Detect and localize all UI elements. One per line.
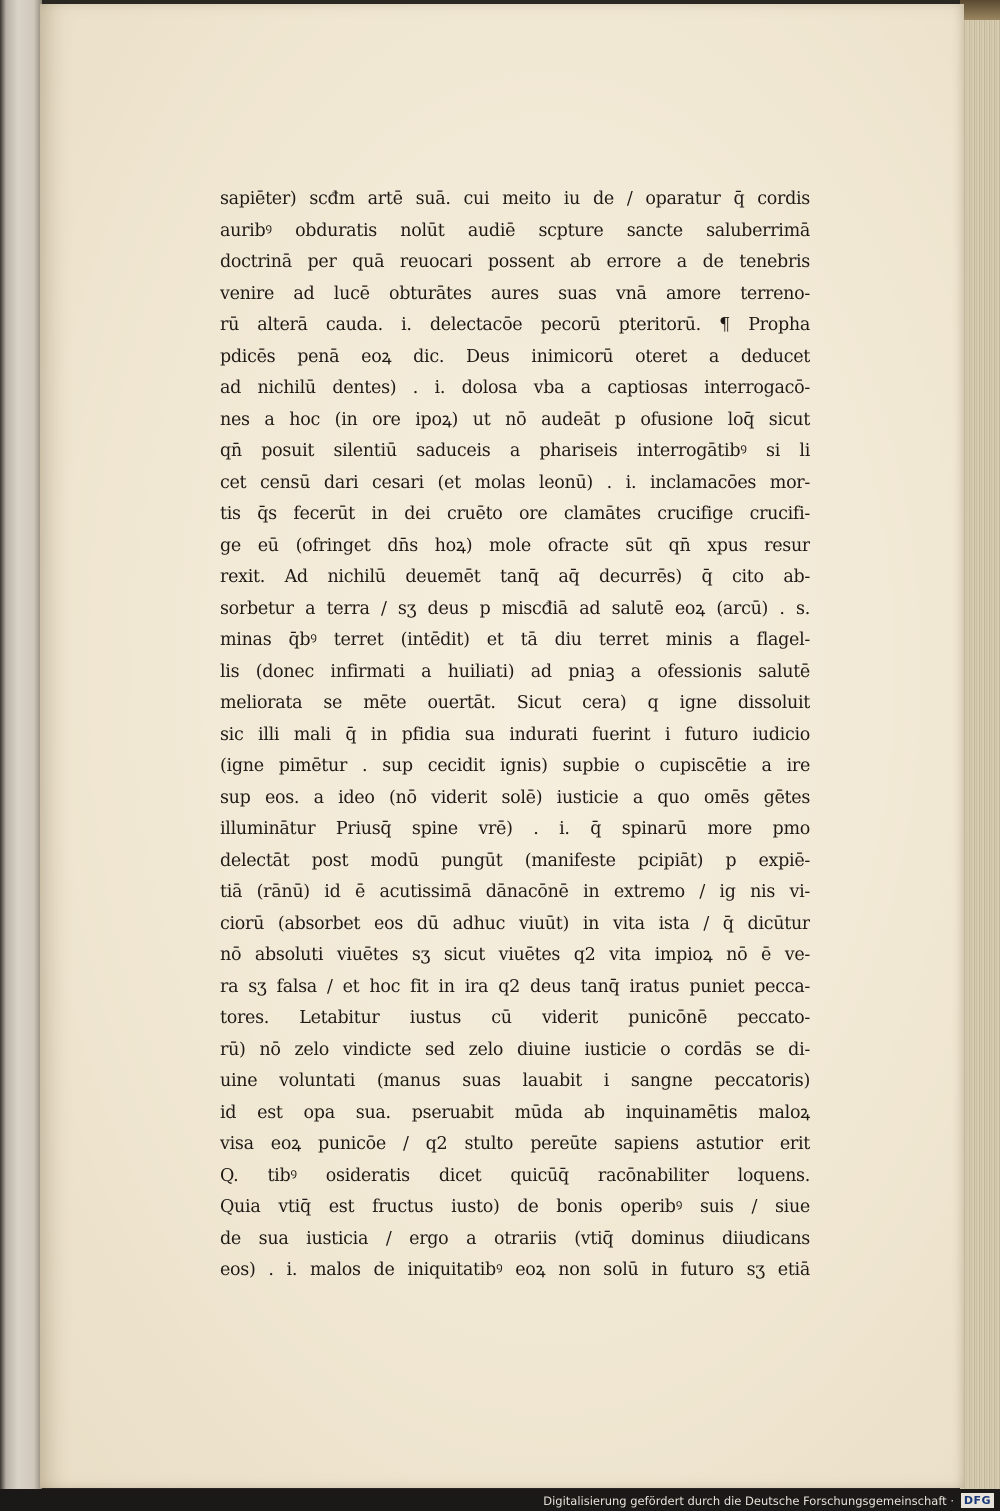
text-line: uine voluntati (manus suas lauabit i sangne peccatoris)	[220, 1071, 810, 1091]
text-line: sorbetur a terra / sʒ deus p miscđiā ad salutē eoꝝ (arcū) . s.	[220, 598, 810, 619]
text-line: lis (donec infirmati a huiliati) ad pniaꝫ a ofessionis salutē	[220, 661, 810, 682]
text-line: meliorata se mēte ouertāt. Sicut cera) q igne dissoluit	[220, 693, 810, 713]
text-line: (igne pimētur . sup cecidit ignis) supbie o cupiscētie a ire	[220, 756, 810, 776]
text-line: sic illi mali q̄ in pfidia sua indurati fuerint i futuro iudicio	[220, 724, 810, 745]
text-line: ge eū (ofringet dn̄s hoꝝ) mole ofracte sūt qn̄ xpus resur	[220, 535, 810, 556]
text-line: sapiēter) scđm artē suā. cui meito iu de / oparatur q̄ cordis	[220, 189, 810, 209]
folio-page	[40, 4, 964, 1488]
text-line: doctrinā per quā reuocari possent ab errore a de tenebris	[220, 252, 810, 272]
text-line: rū alterā cauda. i. delectacōe pecorū pteritorū. ¶ Propha	[220, 315, 810, 335]
text-line: eos) . i. malos de iniquitatibꝰ eoꝝ non solū in futuro sʒ etiā	[220, 1260, 810, 1280]
dfg-logo[interactable]: DFG	[961, 1493, 994, 1508]
text-line: tiā (rānū) id ē acutissimā dānacōnē in extremo / ig nis vi-	[220, 882, 810, 902]
page-edges	[960, 20, 1000, 1490]
text-line: rexit. Ad nichilū deuemēt tanq̄ aq̄ decurrēs) q̄ cito ab-	[220, 567, 810, 587]
text-line: tores. Letabitur iustus cū viderit punicōnē peccato-	[220, 1008, 810, 1028]
text-line: venire ad lucē obturātes aures suas vnā amore terreno-	[220, 283, 810, 304]
binding-edge	[0, 0, 42, 1490]
text-line: tis q̄s fecerūt in dei cruēto ore clamātes crucifige crucifi-	[220, 504, 810, 524]
text-column	[220, 184, 810, 1287]
text-line: pdicēs penā eoꝝ dic. Deus inimicorū oteret a deducet	[220, 346, 810, 367]
text-line: nō absoluti viuētes sʒ sicut viuētes q2 vita impioꝝ nō ē ve-	[220, 945, 810, 965]
text-line: id est opa sua. pseruabit mūda ab inquinamētis maloꝝ	[220, 1102, 810, 1123]
text-line: cet censū dari cesari (et molas leonū) . i. inclamacōes mor-	[220, 472, 810, 493]
page-edges-top	[960, 0, 1000, 22]
text-line: ra sʒ falsa / et hoc fit in ira q2 deus tanq̄ iratus puniet pecca-	[220, 976, 810, 997]
text-line: rū) nō zelo vindicte sed zelo diuine iusticie o cordās se di-	[220, 1039, 810, 1060]
text-line: de sua iusticia / ergo a otrariis (vtiq̄ dominus diiudicans	[220, 1228, 810, 1249]
text-line: Quia vtiq̄ est fructus iusto) de bonis operibꝰ suis / siue	[220, 1197, 810, 1217]
footer-bar	[0, 1489, 1000, 1511]
text-line: ad nichilū dentes) . i. dolosa vba a captiosas interrogacō-	[220, 378, 810, 398]
text-line: minas q̄bꝰ terret (intēdit) et tā diu terret minis a flagel-	[220, 630, 810, 650]
text-line: qn̄ posuit silentiū saduceis a phariseis interrogātibꝰ si li	[220, 441, 810, 461]
text-line: ciorū (absorbet eos dū adhuc viuūt) in vita ista / q̄ dicūtur	[220, 913, 810, 934]
text-line: delectāt post modū pungūt (manifeste pcipiāt) p expiē-	[220, 850, 810, 871]
text-line: nes a hoc (in ore ipoꝝ) ut nō audeāt p ofusione loq̄ sicut	[220, 409, 810, 430]
text-line: auribꝰ obduratis nolūt audiē scpture sancte saluberrimā	[220, 220, 810, 241]
funding-credit: Digitalisierung gefördert durch die Deutsche Forschungsgemeinschaft ·	[543, 1494, 954, 1508]
text-line: Q. tibꝰ osideratis dicet quicūq̄ racōnabiliter loquens.	[220, 1165, 810, 1186]
text-line: illuminātur Priusq̄ spine vrē) . i. q̄ spinarū more pmo	[220, 819, 810, 839]
text-line: visa eoꝝ punicōe / q2 stulto pereūte sapiens astutior erit	[220, 1134, 810, 1154]
text-line: sup eos. a ideo (nō viderit solē) iusticie a quo omēs gētes	[220, 787, 810, 808]
